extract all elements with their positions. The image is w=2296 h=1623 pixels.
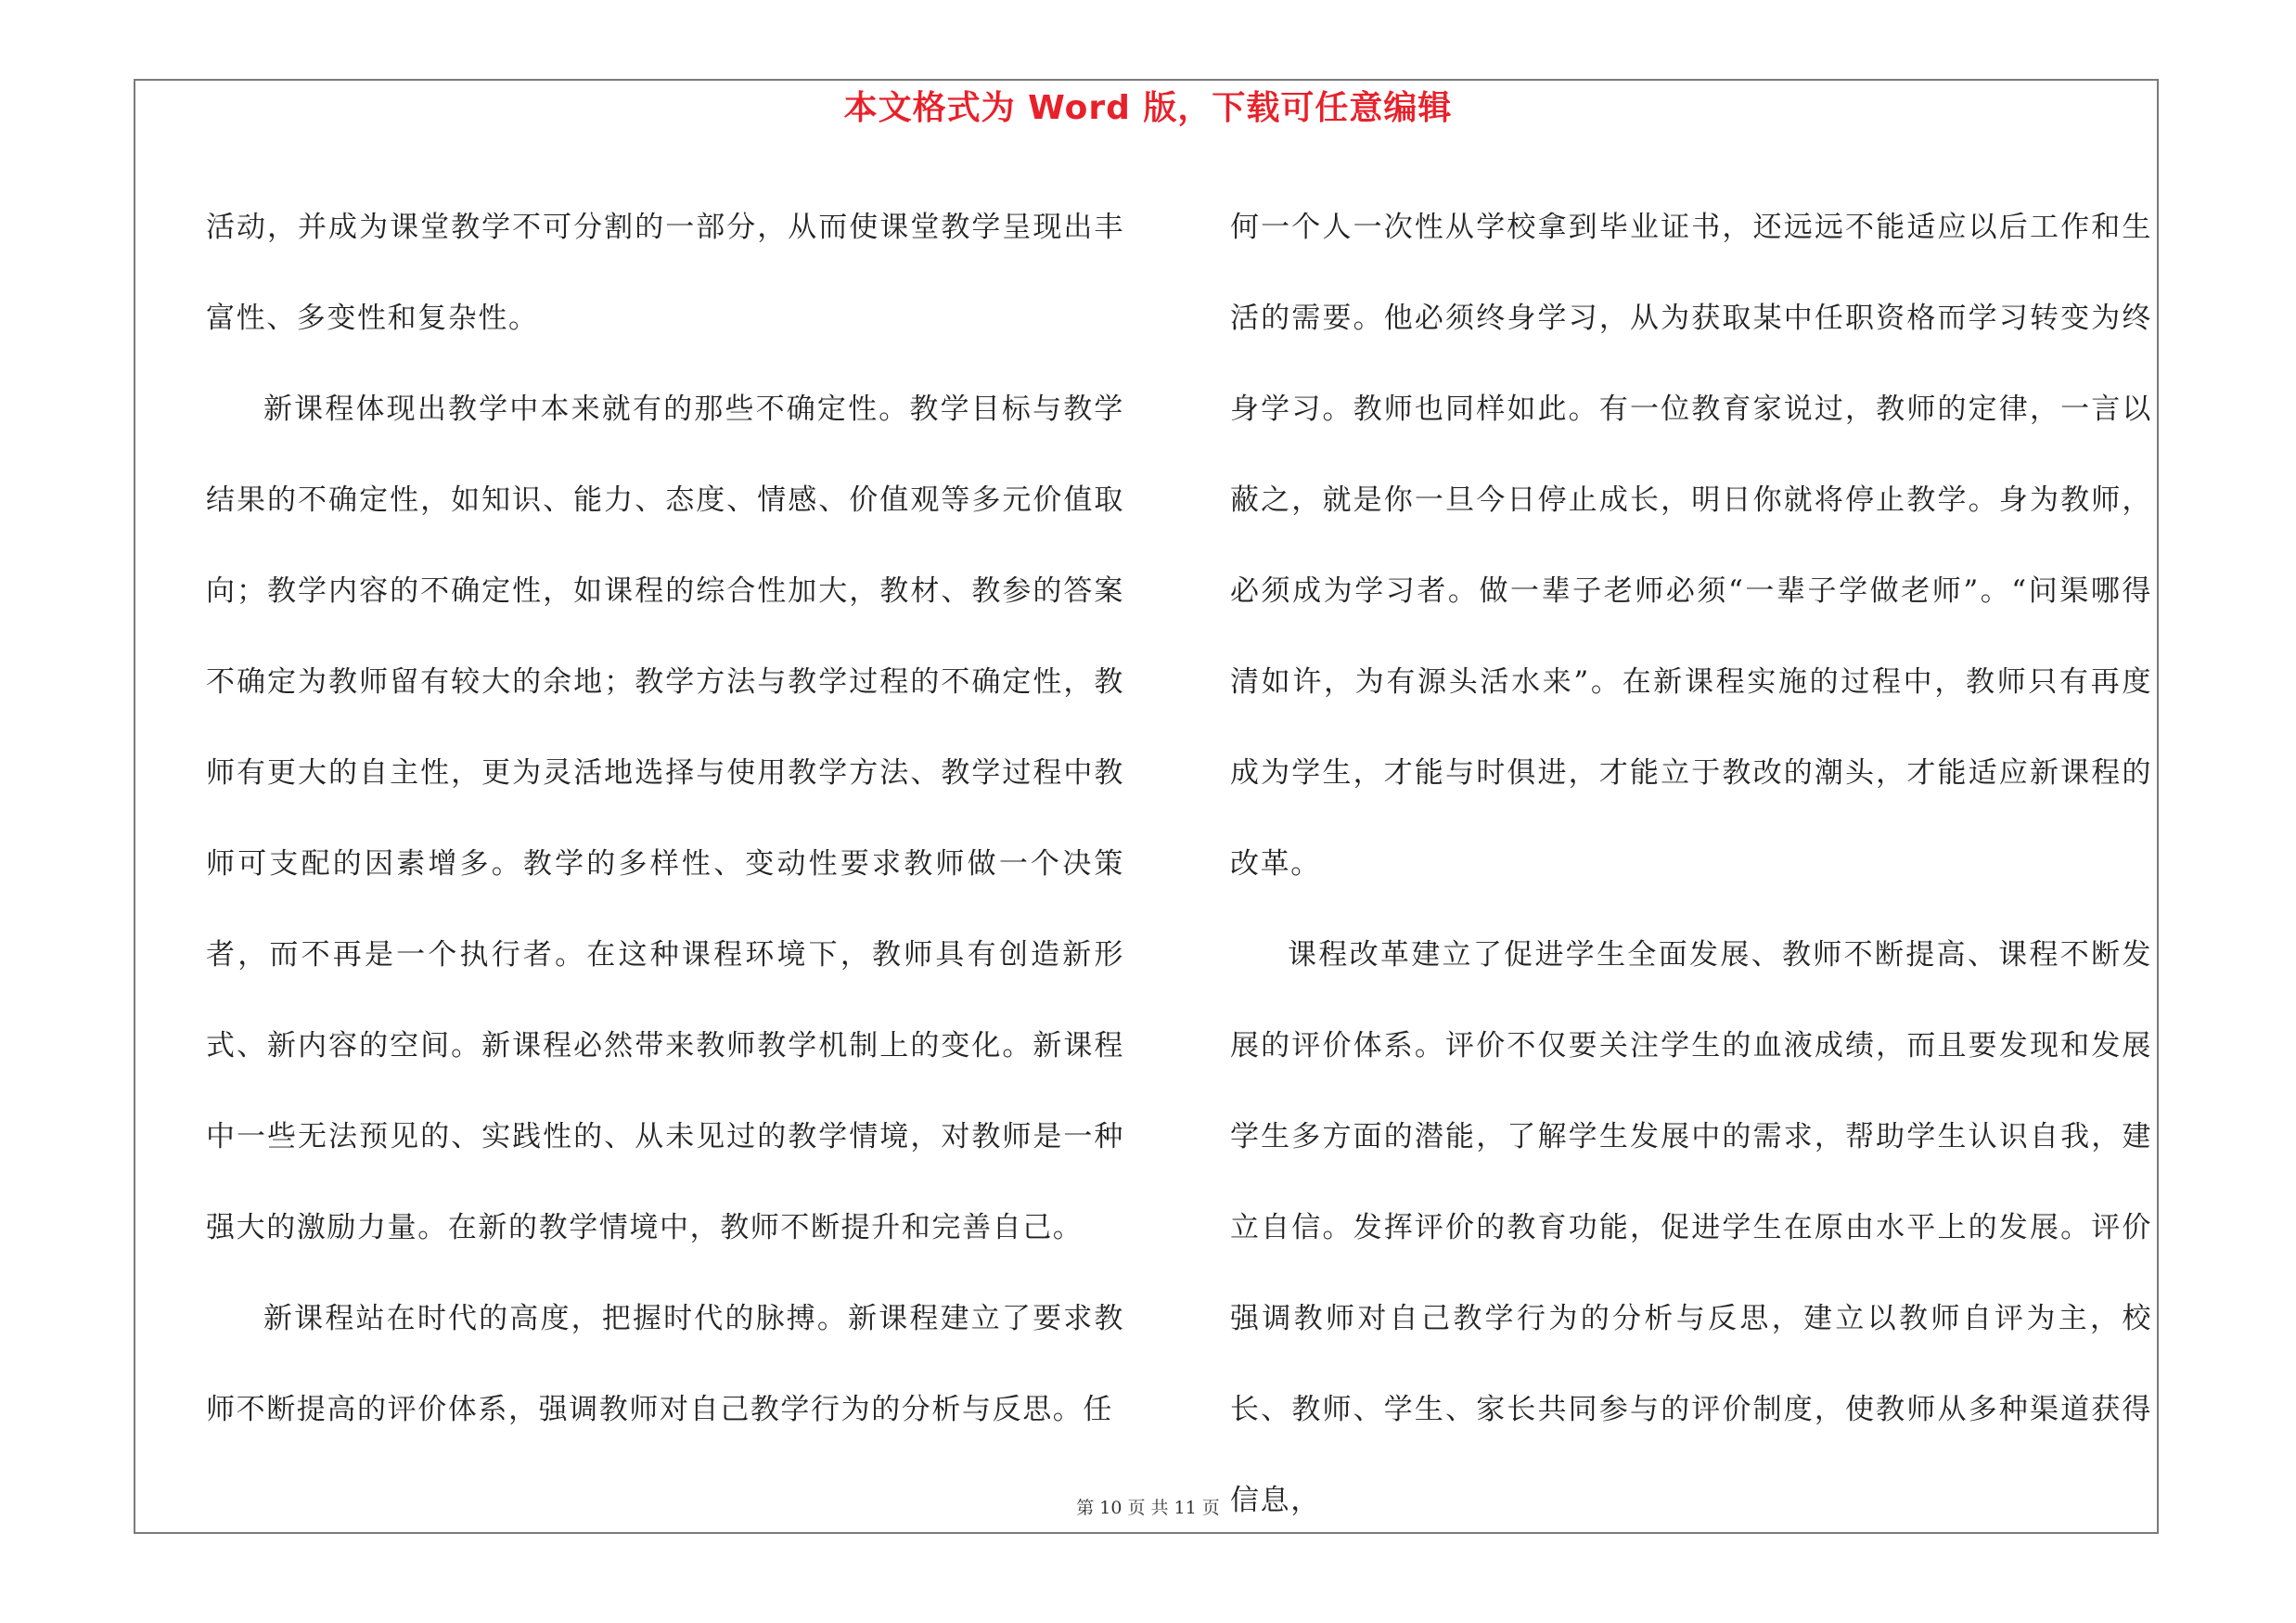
paragraph: 课程改革建立了促进学生全面发展、教师不断提高、课程不断发展的评价体系。评价不仅要关注学生的血液成绩，而且要发现和发展学生多方面的潜能，了解学生发展中的需求，帮助学生认识自我，建立自信。发挥评价的教育功能，促进学生在原由水平上的发展。评价强调教师对自己教学行为的分析与反思，建立以教师自评为主，校长、教师、学生、家长共同参与的评价制度，使教师从多种渠道获得信息，	[1230, 938, 2152, 1517]
left-text-column	[206, 182, 1124, 1455]
paragraph: 何一个人一次性从学校拿到毕业证书，还远远不能适应以后工作和生活的需要。他必须终身学习，从为获取某中任职资格而学习转变为终身学习。教师也同样如此。有一位教育家说过，教师的定律，一言以蔽之，就是你一旦今日停止成长，明日你就将停止教学。身为教师，必须成为学习者。做一辈子老师必须“一辈子学做老师”。“问渠哪得清如许，为有源头活水来”。在新课程实施的过程中，教师只有再度成为学生，才能与时俱进，才能立于教改的潮头，才能适应新课程的改革。	[1230, 211, 2152, 881]
paragraph: 新课程站在时代的高度，把握时代的脉搏。新课程建立了要求教师不断提高的评价体系，强调教师对自己教学行为的分析与反思。任	[206, 1302, 1124, 1426]
paragraph: 活动，并成为课堂教学不可分割的一部分，从而使课堂教学呈现出丰富性、多变性和复杂性。	[206, 211, 1124, 335]
page-number-footer: 第 10 页 共 11 页	[1076, 1498, 1220, 1518]
word-format-banner: 本文格式为 Word 版，下载可任意编辑	[843, 89, 1453, 127]
right-text-column	[1230, 182, 2152, 1546]
paragraph: 新课程体现出教学中本来就有的那些不确定性。教学目标与教学结果的不确定性，如知识、能力、态度、情感、价值观等多元价值取向；教学内容的不确定性，如课程的综合性加大，教材、教参的答案不确定为教师留有较大的余地；教学方法与教学过程的不确定性，教师有更大的自主性，更为灵活地选择与使用教学方法、教学过程中教师可支配的因素增多。教学的多样性、变动性要求教师做一个决策者，而不再是一个执行者。在这种课程环境下，教师具有创造新形式、新内容的空间。新课程必然带来教师教学机制上的变化。新课程中一些无法预见的、实践性的、从未见过的教学情境，对教师是一种强大的激励力量。在新的教学情境中，教师不断提升和完善自己。	[206, 393, 1124, 1244]
